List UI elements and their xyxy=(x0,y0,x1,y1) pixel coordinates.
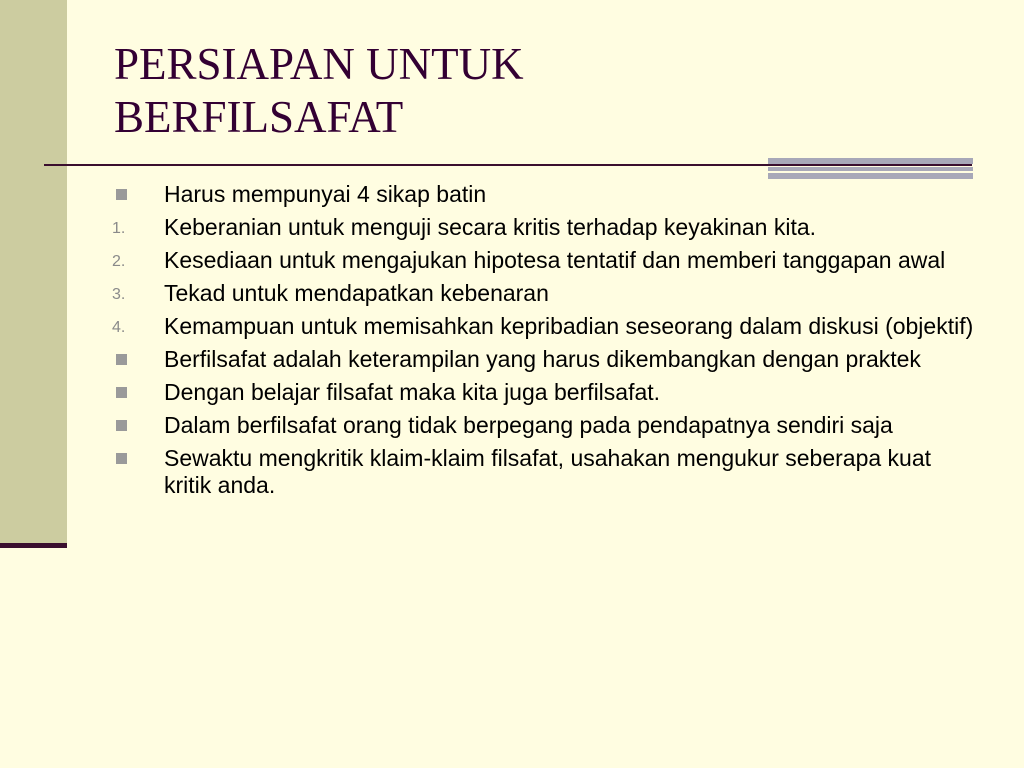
item-number: 1. xyxy=(112,220,126,237)
list-item-text: Keberanian untuk menguji secara kritis terhadap keyakinan kita. xyxy=(164,214,817,240)
list-item xyxy=(104,346,984,373)
list-item-text: Kesediaan untuk mengajukan hipotesa tentatif dan memberi tanggapan awal xyxy=(164,247,946,273)
list-item xyxy=(104,181,984,208)
decor-bar xyxy=(768,173,973,179)
item-number: 4. xyxy=(112,319,126,336)
list-item-text: Berfilsafat adalah keterampilan yang harus dikembangkan dengan praktek xyxy=(164,346,921,372)
list-item xyxy=(104,247,984,274)
left-accent-band xyxy=(0,0,67,543)
list-item-text: Dalam berfilsafat orang tidak berpegang pada pendapatnya sendiri saja xyxy=(164,412,893,438)
decorative-bars xyxy=(768,158,973,179)
list-item-text: Sewaktu mengkritik klaim-klaim filsafat, usahakan mengukur seberapa kuat kritik anda. xyxy=(164,445,932,498)
list-item-text: Tekad untuk mendapatkan kebenaran xyxy=(164,280,549,306)
decor-bar xyxy=(768,158,973,164)
list-item xyxy=(104,412,984,439)
list-item-text: Harus mempunyai 4 sikap batin xyxy=(164,181,487,207)
list-item xyxy=(104,445,984,499)
left-band-underline xyxy=(0,543,67,548)
item-number: 2. xyxy=(112,253,126,270)
item-number: 3. xyxy=(112,286,126,303)
list-item-text: Dengan belajar filsafat maka kita juga berfilsafat. xyxy=(164,379,661,405)
decor-bar xyxy=(768,167,973,171)
list-item xyxy=(104,313,984,340)
slide-content-list xyxy=(104,181,984,505)
list-item-text: Kemampuan untuk memisahkan kepribadian seseorang dalam diskusi (objektif) xyxy=(164,313,974,339)
list-item xyxy=(104,379,984,406)
list-item xyxy=(104,280,984,307)
list-item xyxy=(104,214,984,241)
slide-title: PERSIAPAN UNTUK BERFILSAFAT xyxy=(114,39,524,142)
